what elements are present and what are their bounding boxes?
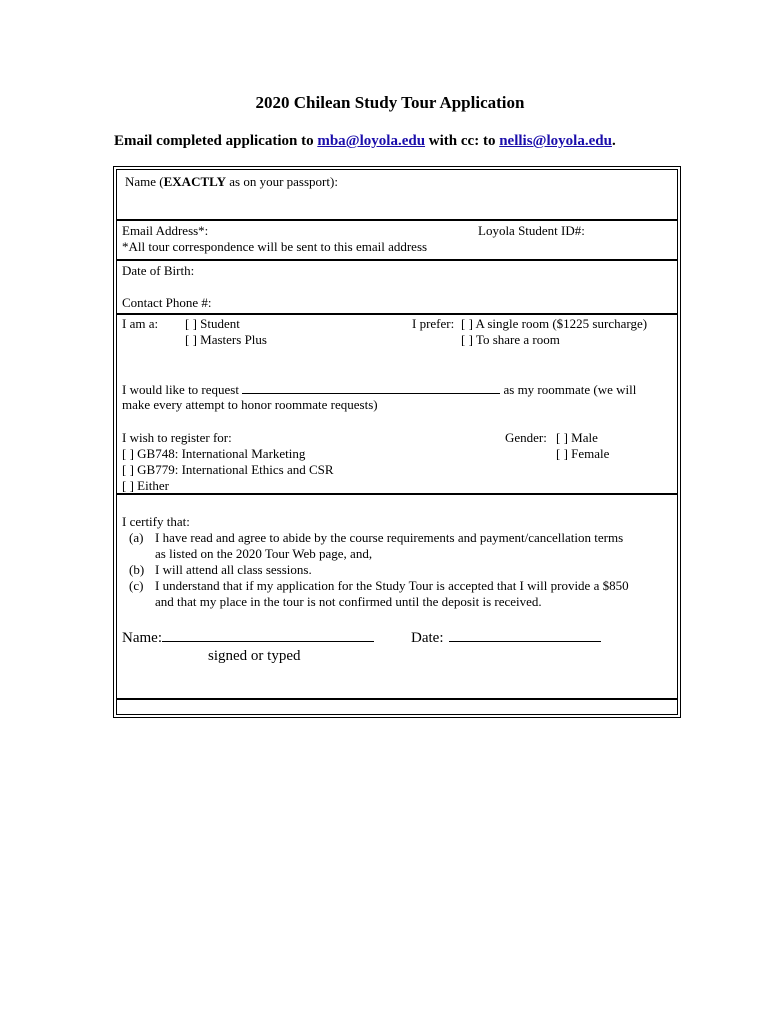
email-address-label: Email Address*: — [122, 223, 209, 238]
certify-marker-b: (b) — [129, 562, 145, 577]
certify-intro: I certify that: — [122, 514, 190, 529]
passport-name-label-suffix: as on your passport): — [226, 174, 338, 189]
mba-email-link[interactable]: mba@loyola.edu — [317, 133, 426, 149]
application-form-table — [113, 166, 681, 718]
room-option-share[interactable]: [ ] To share a room — [461, 332, 560, 347]
register-for-label: I wish to register for: — [122, 430, 232, 445]
gender-option-female[interactable]: [ ] Female — [556, 446, 610, 461]
certify-item-c-line2: and that my place in the tour is not confirmed until the deposit is received. — [155, 594, 542, 609]
signature-date-blank[interactable] — [449, 628, 601, 642]
contact-phone-label: Contact Phone #: — [122, 295, 212, 310]
course-option-either[interactable]: [ ] Either — [122, 478, 169, 493]
status-option-masters-plus[interactable]: [ ] Masters Plus — [185, 332, 267, 347]
certify-item-a-line2: as listed on the 2020 Tour Web page, and, — [155, 546, 373, 561]
course-option-gb779[interactable]: [ ] GB779: International Ethics and CSR — [122, 462, 334, 477]
row-details — [116, 314, 678, 494]
certify-item-b-line1: I will attend all class sessions. — [155, 562, 312, 577]
email-instructions — [114, 133, 616, 150]
passport-name-label-prefix: Name ( — [125, 174, 164, 189]
row-passport-name — [116, 169, 678, 220]
email-instructions-suffix: . — [611, 133, 616, 149]
roommate-request-prefix: I would like to request — [122, 382, 243, 397]
certify-marker-a: (a) — [129, 530, 144, 545]
email-instructions-middle: with cc: to — [425, 133, 500, 149]
signature-date-label: Date: — [411, 630, 444, 646]
certify-marker-c: (c) — [129, 578, 144, 593]
course-option-gb748[interactable]: [ ] GB748: International Marketing — [122, 446, 306, 461]
status-option-student[interactable]: [ ] Student — [185, 316, 240, 331]
signature-name — [122, 628, 374, 647]
row-dob-phone — [116, 260, 678, 314]
roommate-request-suffix: as my roommate (we will — [500, 382, 637, 397]
signed-or-typed-note: signed or typed — [208, 648, 301, 664]
certify-item-a-line1: I have read and agree to abide by the course requirements and payment/cancellation terms — [155, 530, 624, 545]
roommate-request-note: make every attempt to honor roommate requests) — [122, 397, 378, 412]
passport-name-label — [125, 174, 338, 190]
email-instructions-prefix: Email completed application to — [114, 133, 318, 149]
nellis-email-link[interactable]: nellis@loyola.edu — [499, 133, 612, 149]
date-of-birth-label: Date of Birth: — [122, 263, 195, 278]
row-empty-footer — [116, 699, 678, 715]
email-correspondence-note: *All tour correspondence will be sent to this email address — [122, 239, 428, 254]
row-email — [116, 220, 678, 260]
row-certification — [116, 494, 678, 699]
signature-date — [411, 628, 601, 647]
gender-option-male[interactable]: [ ] Male — [556, 430, 598, 445]
page-title: 2020 Chilean Study Tour Application — [255, 93, 525, 112]
student-id-label: Loyola Student ID#: — [478, 223, 585, 238]
certify-item-c-line1: I understand that if my application for the Study Tour is accepted that I will provide a $850 — [155, 578, 629, 593]
signature-name-blank[interactable] — [162, 628, 374, 642]
signature-name-label: Name: — [122, 630, 162, 646]
i-am-a-label: I am a: — [122, 316, 159, 331]
room-option-single[interactable]: [ ] A single room ($1225 surcharge) — [461, 316, 648, 331]
prefer-label: I prefer: — [412, 316, 455, 331]
roommate-request — [122, 381, 636, 398]
roommate-name-blank[interactable] — [242, 381, 500, 394]
passport-name-label-emphasis: EXACTLY — [163, 174, 226, 189]
gender-label: Gender: — [505, 430, 547, 445]
